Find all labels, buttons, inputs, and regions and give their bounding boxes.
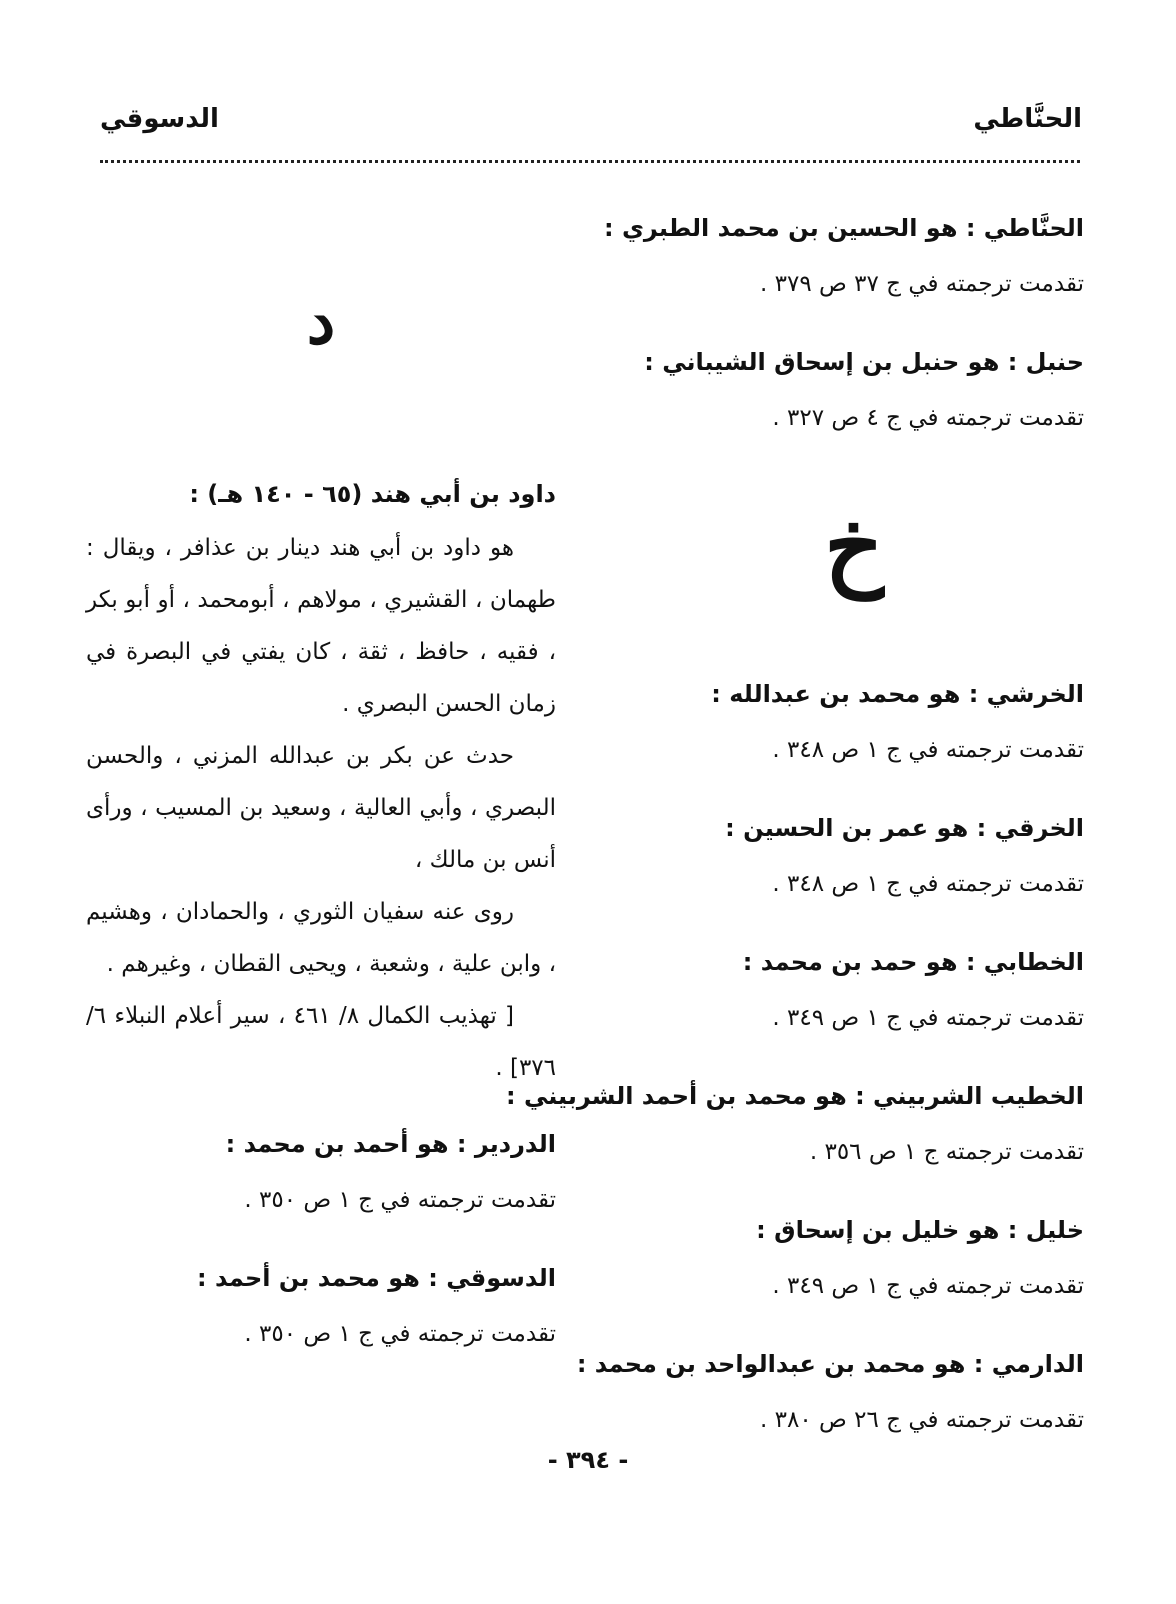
entry-heading: الخطابي : هو حمد بن محمد : [742,948,1084,976]
entry-reference: تقدمت ترجمته في ج ٣٧ ص ٣٧٩ . [760,271,1084,297]
entry-kharashi [624,666,1084,778]
entry-heading: حنبل : هو حنبل بن إسحاق الشيباني : [644,348,1084,376]
entry-dasuqi [86,1250,556,1362]
header-dotted-divider [100,160,1080,163]
running-header [100,98,1082,148]
page-number: - ٣٩٤ - [547,1446,629,1474]
biography-paragraph: روى عنه سفيان الثوري ، والحمادان ، وهشيم ، وابن علية ، وشعبة ، ويحيى القطان ، وغيرهم . [86,899,556,977]
entry-heading: الدارمي : هو محمد بن عبدالواحد بن محمد : [576,1350,1084,1378]
running-header-right-title: الحنَّاطي [973,104,1082,134]
entry-heading: الدردير : هو أحمد بن محمد : [225,1130,556,1158]
entry-reference: تقدمت ترجمته في ج ١ ص ٣٤٩ . [772,1273,1084,1299]
entry-khatib-sharbini [506,1068,1084,1180]
left-column [86,200,556,1444]
entry-reference: تقدمت ترجمته في ج ١ ص ٣٥٠ . [244,1321,556,1347]
entry-heading: الدسوقي : هو محمد بن أحمد : [197,1264,556,1292]
entry-heading: الخرشي : هو محمد بن عبدالله : [711,680,1084,708]
entry-reference: تقدمت ترجمته في ج ٢٦ ص ٣٨٠ . [760,1407,1084,1433]
section-letter-kha: خ [824,492,884,600]
entry-reference: تقدمت ترجمته في ج ١ ص ٣٤٨ . [772,871,1084,897]
biography-paragraph: هو داود بن أبي هند دينار بن عذافر ، ويقال : طهمان ، القشيري ، مولاهم ، أبومحمد ، أو أبو بكر ، فقيه ، حافظ ، ثقة ، كان يفتي في البصرة في زمان الحسن البصري . [86,535,556,717]
biography-sources: [ تهذيب الكمال ٨/ ٤٦١ ، سير أعلام النبلاء ٦/ ٣٧٦] . [86,1003,556,1081]
running-header-left-title: الدسوقي [100,104,219,134]
entry-dawud-ibn-abi-hind [86,466,556,1094]
entry-reference: تقدمت ترجمته في ج ٤ ص ٣٢٧ . [772,405,1084,431]
entry-reference: تقدمت ترجمته في ج ١ ص ٣٥٠ . [244,1187,556,1213]
biography-paragraph: حدث عن بكر بن عبدالله المزني ، والحسن البصري ، وأبي العالية ، وسعيد بن المسيب ، ورأى أنس بن مالك ، [86,743,556,873]
entry-darimi [576,1336,1084,1448]
entry-heading: الحنَّاطي : هو الحسين بن محمد الطبري : [603,214,1084,242]
section-letter-dal: د [306,284,336,359]
right-column [506,200,1084,1444]
entry-khalil [624,1202,1084,1314]
entry-khattabi [624,934,1084,1046]
entry-dardir [86,1116,556,1228]
entry-heading: الخرقي : هو عمر بن الحسين : [725,814,1084,842]
entry-heading: الخطيب الشربيني : هو محمد بن أحمد الشربيني : [506,1082,1084,1110]
entry-reference: تقدمت ترجمته في ج ١ ص ٣٤٩ . [772,1005,1084,1031]
entry-hannati [603,200,1084,312]
entry-heading: خليل : هو خليل بن إسحاق : [756,1216,1084,1244]
entry-reference: تقدمت ترجمته في ج ١ ص ٣٤٨ . [772,737,1084,763]
entry-heading: داود بن أبي هند (٦٥ - ١٤٠ هـ) : [189,480,556,508]
entry-reference: تقدمت ترجمته ج ١ ص ٣٥٦ . [809,1139,1084,1165]
entry-khiraqi [624,800,1084,912]
entry-hanbal [624,334,1084,446]
